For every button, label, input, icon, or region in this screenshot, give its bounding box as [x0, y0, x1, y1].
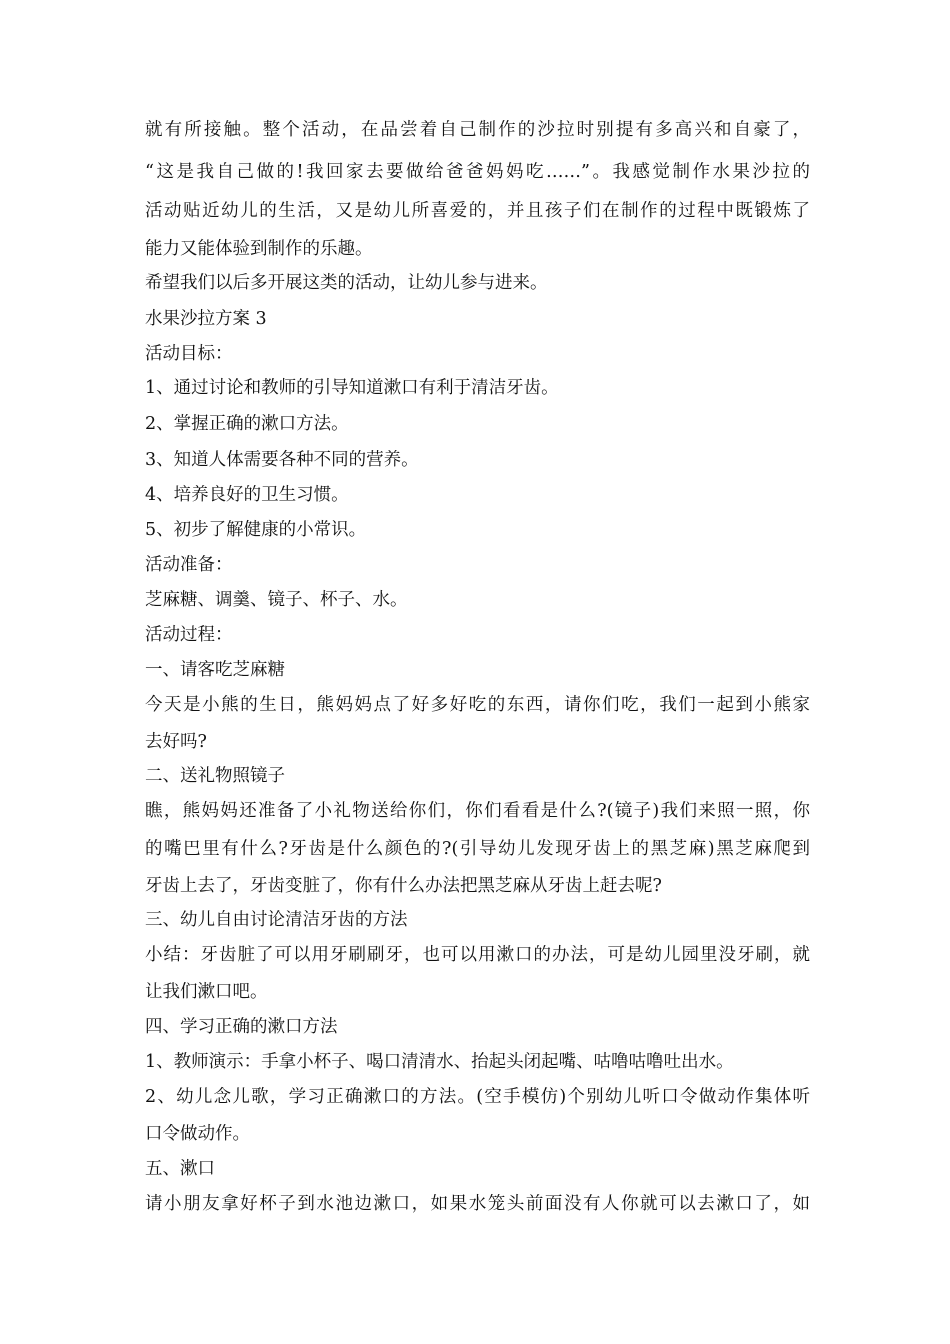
text-line: 活动过程：: [145, 625, 233, 645]
section-heading: 水果沙拉方案 3: [145, 309, 267, 329]
list-item: 4、培养良好的卫生习惯。: [145, 485, 349, 505]
text-line: 2、幼儿念儿歌，学习正确漱口的方法。(空手模仿)个别幼儿听口令做动作集体听: [145, 1087, 810, 1107]
list-item: 1、通过讨论和教师的引导知道漱口有利于清洁牙齿。: [145, 378, 559, 398]
text-line: 四、学习正确的漱口方法: [145, 1017, 338, 1037]
text-line: 今天是小熊的生日，熊妈妈点了好多好吃的东西，请你们吃，我们一起到小熊家: [145, 695, 810, 715]
text-line: 能力又能体验到制作的乐趣。: [145, 239, 373, 259]
text-line: 芝麻糖、调羹、镜子、杯子、水。: [145, 590, 408, 610]
text-line: 请小朋友拿好杯子到水池边漱口，如果水笼头前面没有人你就可以去漱口了，如: [145, 1194, 810, 1214]
text-line: 活动目标：: [145, 344, 233, 364]
text-line: 瞧，熊妈妈还准备了小礼物送给你们，你们看看是什么?(镜子)我们来照一照，你: [145, 801, 810, 821]
text-line: 小结：牙齿脏了可以用牙刷刷牙，也可以用漱口的办法，可是幼儿园里没牙刷，就: [145, 945, 810, 965]
text-line: 口令做动作。: [145, 1124, 250, 1144]
text-line: “这是我自己做的!我回家去要做给爸爸妈妈吃……”。我感觉制作水果沙拉的: [145, 162, 810, 182]
text-line: 去好吗?: [145, 732, 207, 752]
text-line: 五、漱口: [145, 1159, 215, 1179]
text-line: 希望我们以后多开展这类的活动，让幼儿参与进来。: [145, 273, 548, 293]
list-item: 2、掌握正确的漱口方法。: [145, 414, 349, 434]
text-line: 让我们漱口吧。: [145, 982, 268, 1002]
text-line: 活动贴近幼儿的生活，又是幼儿所喜爱的，并且孩子们在制作的过程中既锻炼了: [145, 201, 810, 221]
text-line: 1、教师演示：手拿小杯子、喝口清清水、抬起头闭起嘴、咕噜咕噜吐出水。: [145, 1052, 734, 1072]
text-line: 活动准备：: [145, 555, 233, 575]
text-line: 三、幼儿自由讨论清洁牙齿的方法: [145, 910, 408, 930]
text-line: 的嘴巴里有什么?牙齿是什么颜色的?(引导幼儿发现牙齿上的黑芝麻)黑芝麻爬到: [145, 839, 810, 859]
text-line: 牙齿上去了，牙齿变脏了，你有什么办法把黑芝麻从牙齿上赶去呢?: [145, 876, 662, 896]
list-item: 3、知道人体需要各种不同的营养。: [145, 450, 419, 470]
text-line: 就有所接触。整个活动，在品尝着自己制作的沙拉时别提有多高兴和自豪了，: [145, 120, 810, 140]
list-item: 5、初步了解健康的小常识。: [145, 520, 367, 540]
text-line: 二、送礼物照镜子: [145, 766, 285, 786]
text-line: 一、请客吃芝麻糖: [145, 660, 285, 680]
